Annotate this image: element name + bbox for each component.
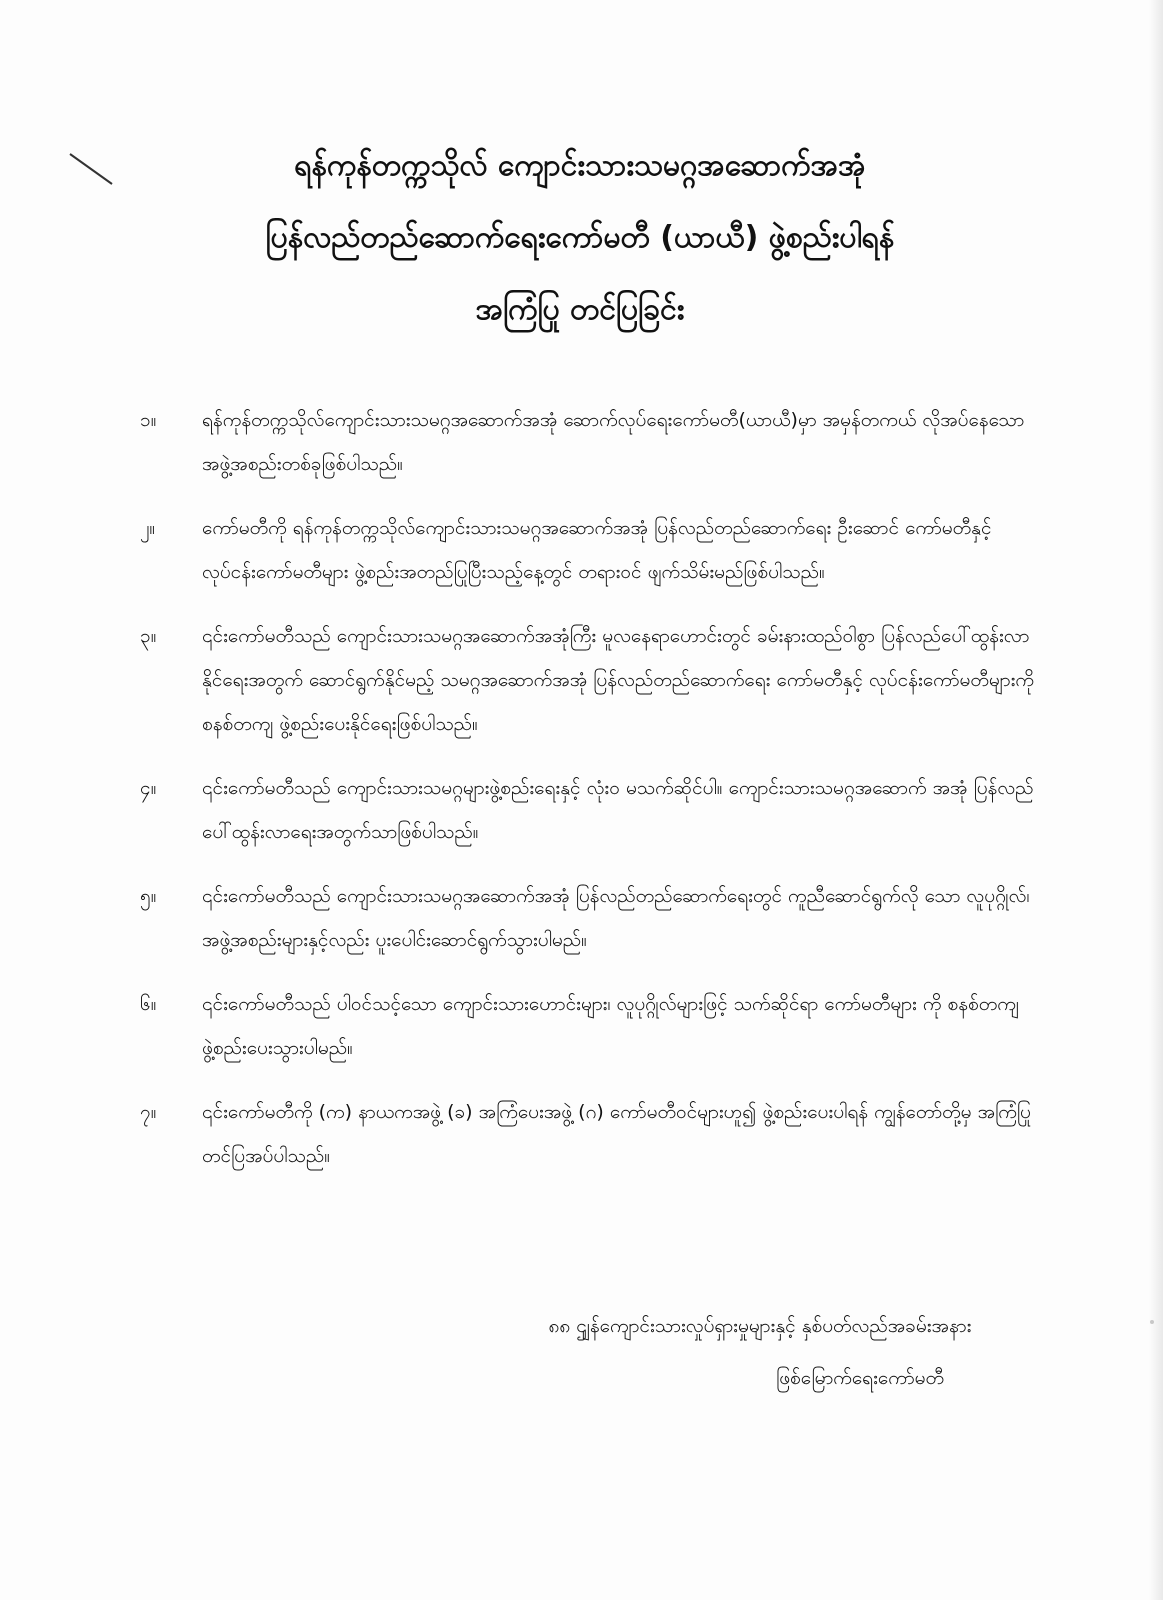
item-text: ကော်မတီကို ရန်ကုန်တက္ကသိုလ်ကျောင်းသားသမဂ္ဂအဆောက်အအုံ ပြန်လည်တည်ဆောက်ရေး ဦးဆောင် ကော်မတီနှင့် လုပ်ငန်းကော်မတီများ ဖွဲ့စည်းအတည်ပြုပြီးသည့်နေ့တွင် တရားဝင် ဖျက်သိမ်းမည်ဖြစ်ပါသည်။ <box>202 517 992 583</box>
item-text: ရန်ကုန်တက္ကသိုလ်ကျောင်းသားသမဂ္ဂအဆောက်အအုံ ဆောက်လုပ်ရေးကော်မတီ(ယာယီ)မှာ အမှန်တကယ် လိုအပ်နေသော အဖွဲ့အစည်းတစ်ခုဖြစ်ပါသည်။ <box>202 409 1025 475</box>
numbered-list <box>140 398 1045 1198</box>
item-number: ၇။ <box>140 1101 157 1123</box>
list-item <box>140 766 1045 854</box>
item-text: ၎င်းကော်မတီသည် ကျောင်းသားသမဂ္ဂအဆောက်အအုံ ပြန်လည်တည်ဆောက်ရေးတွင် ကူညီဆောင်ရွက်လို သော လူပုဂ္ဂိုလ်၊ အဖွဲ့အစည်းများနှင့်လည်း ပူးပေါင်းဆောင်ရွက်သွားပါမည်။ <box>202 885 1030 951</box>
list-item <box>140 874 1045 962</box>
item-number: ၆။ <box>140 993 157 1015</box>
item-text: ၎င်းကော်မတီကို (က) နာယကအဖွဲ့ (ခ) အကြံပေးအဖွဲ့ (ဂ) ကော်မတီဝင်များဟူ၍ ဖွဲ့စည်းပေးပါရန် ကျွန်တော်တို့မှ အကြံပြု တင်ပြအပ်ပါသည်။ <box>202 1101 1031 1167</box>
list-item <box>140 614 1045 746</box>
list-item <box>140 982 1045 1070</box>
scan-edge-shadow <box>1149 0 1163 1600</box>
signature-block <box>480 1300 1040 1404</box>
list-item <box>140 1090 1045 1178</box>
item-text: ၎င်းကော်မတီသည် ပါဝင်သင့်သော ကျောင်းသားဟောင်းများ၊ လူပုဂ္ဂိုလ်များဖြင့် သက်ဆိုင်ရာ ကော်မတီများ ကို စနစ်တကျ ဖွဲ့စည်းပေးသွားပါမည်။ <box>202 993 1019 1059</box>
signature-line-1: ၈၈ ဌျန်ကျောင်းသားလှုပ်ရှားမှုများနှင့် နှစ်ပတ်လည်အခမ်းအနား <box>548 1315 972 1337</box>
title-line-1: ရန်ကုန်တက္ကသိုလ် ကျောင်းသားသမဂ္ဂအဆောက်အအုံ <box>294 148 866 183</box>
signature-line-2: ဖြစ်မြောက်ရေးကော်မတီ <box>776 1367 944 1389</box>
title-line-2: ပြန်လည်တည်ဆောက်ရေးကော်မတီ (ယာယီ) ဖွဲ့စည်းပါရန် <box>265 220 895 255</box>
scan-speck <box>1150 1320 1154 1324</box>
title-line-3: အကြံပြု တင်ပြခြင်း <box>475 292 685 327</box>
pen-stroke-mark <box>68 150 118 190</box>
item-number: ၄။ <box>140 777 157 799</box>
item-number: ၂။ <box>140 517 156 539</box>
item-text: ၎င်းကော်မတီသည် ကျောင်းသားသမဂ္ဂအဆောက်အအုံကြီး မူလနေရာဟောင်းတွင် ခမ်းနားထည်ဝါစွာ ပြန်လည်ပေါ်ထွန်းလာနိုင်ရေးအတွက် ဆောင်ရွက်နိုင်မည့် သမဂ္ဂအဆောက်အအုံ ပြန်လည်တည်ဆောက်ရေး ကော်မတီနှင့် လုပ်ငန်းကော်မတီများကို စနစ်တကျ ဖွဲ့စည်းပေးနိုင်ရေးဖြစ်ပါသည်။ <box>202 625 1035 735</box>
item-number: ၁။ <box>140 409 157 431</box>
list-item <box>140 398 1045 486</box>
item-text: ၎င်းကော်မတီသည် ကျောင်းသားသမဂ္ဂများဖွဲ့စည်းရေးနှင့် လုံးဝ မသက်ဆိုင်ပါ။ ကျောင်းသားသမဂ္ဂအဆောက် အအုံ ပြန်လည်ပေါ်ထွန်းလာရေးအတွက်သာဖြစ်ပါသည်။ <box>202 777 1034 843</box>
item-number: ၃။ <box>140 625 157 647</box>
document-title <box>140 130 1020 346</box>
list-item <box>140 506 1045 594</box>
item-number: ၅။ <box>140 885 157 907</box>
